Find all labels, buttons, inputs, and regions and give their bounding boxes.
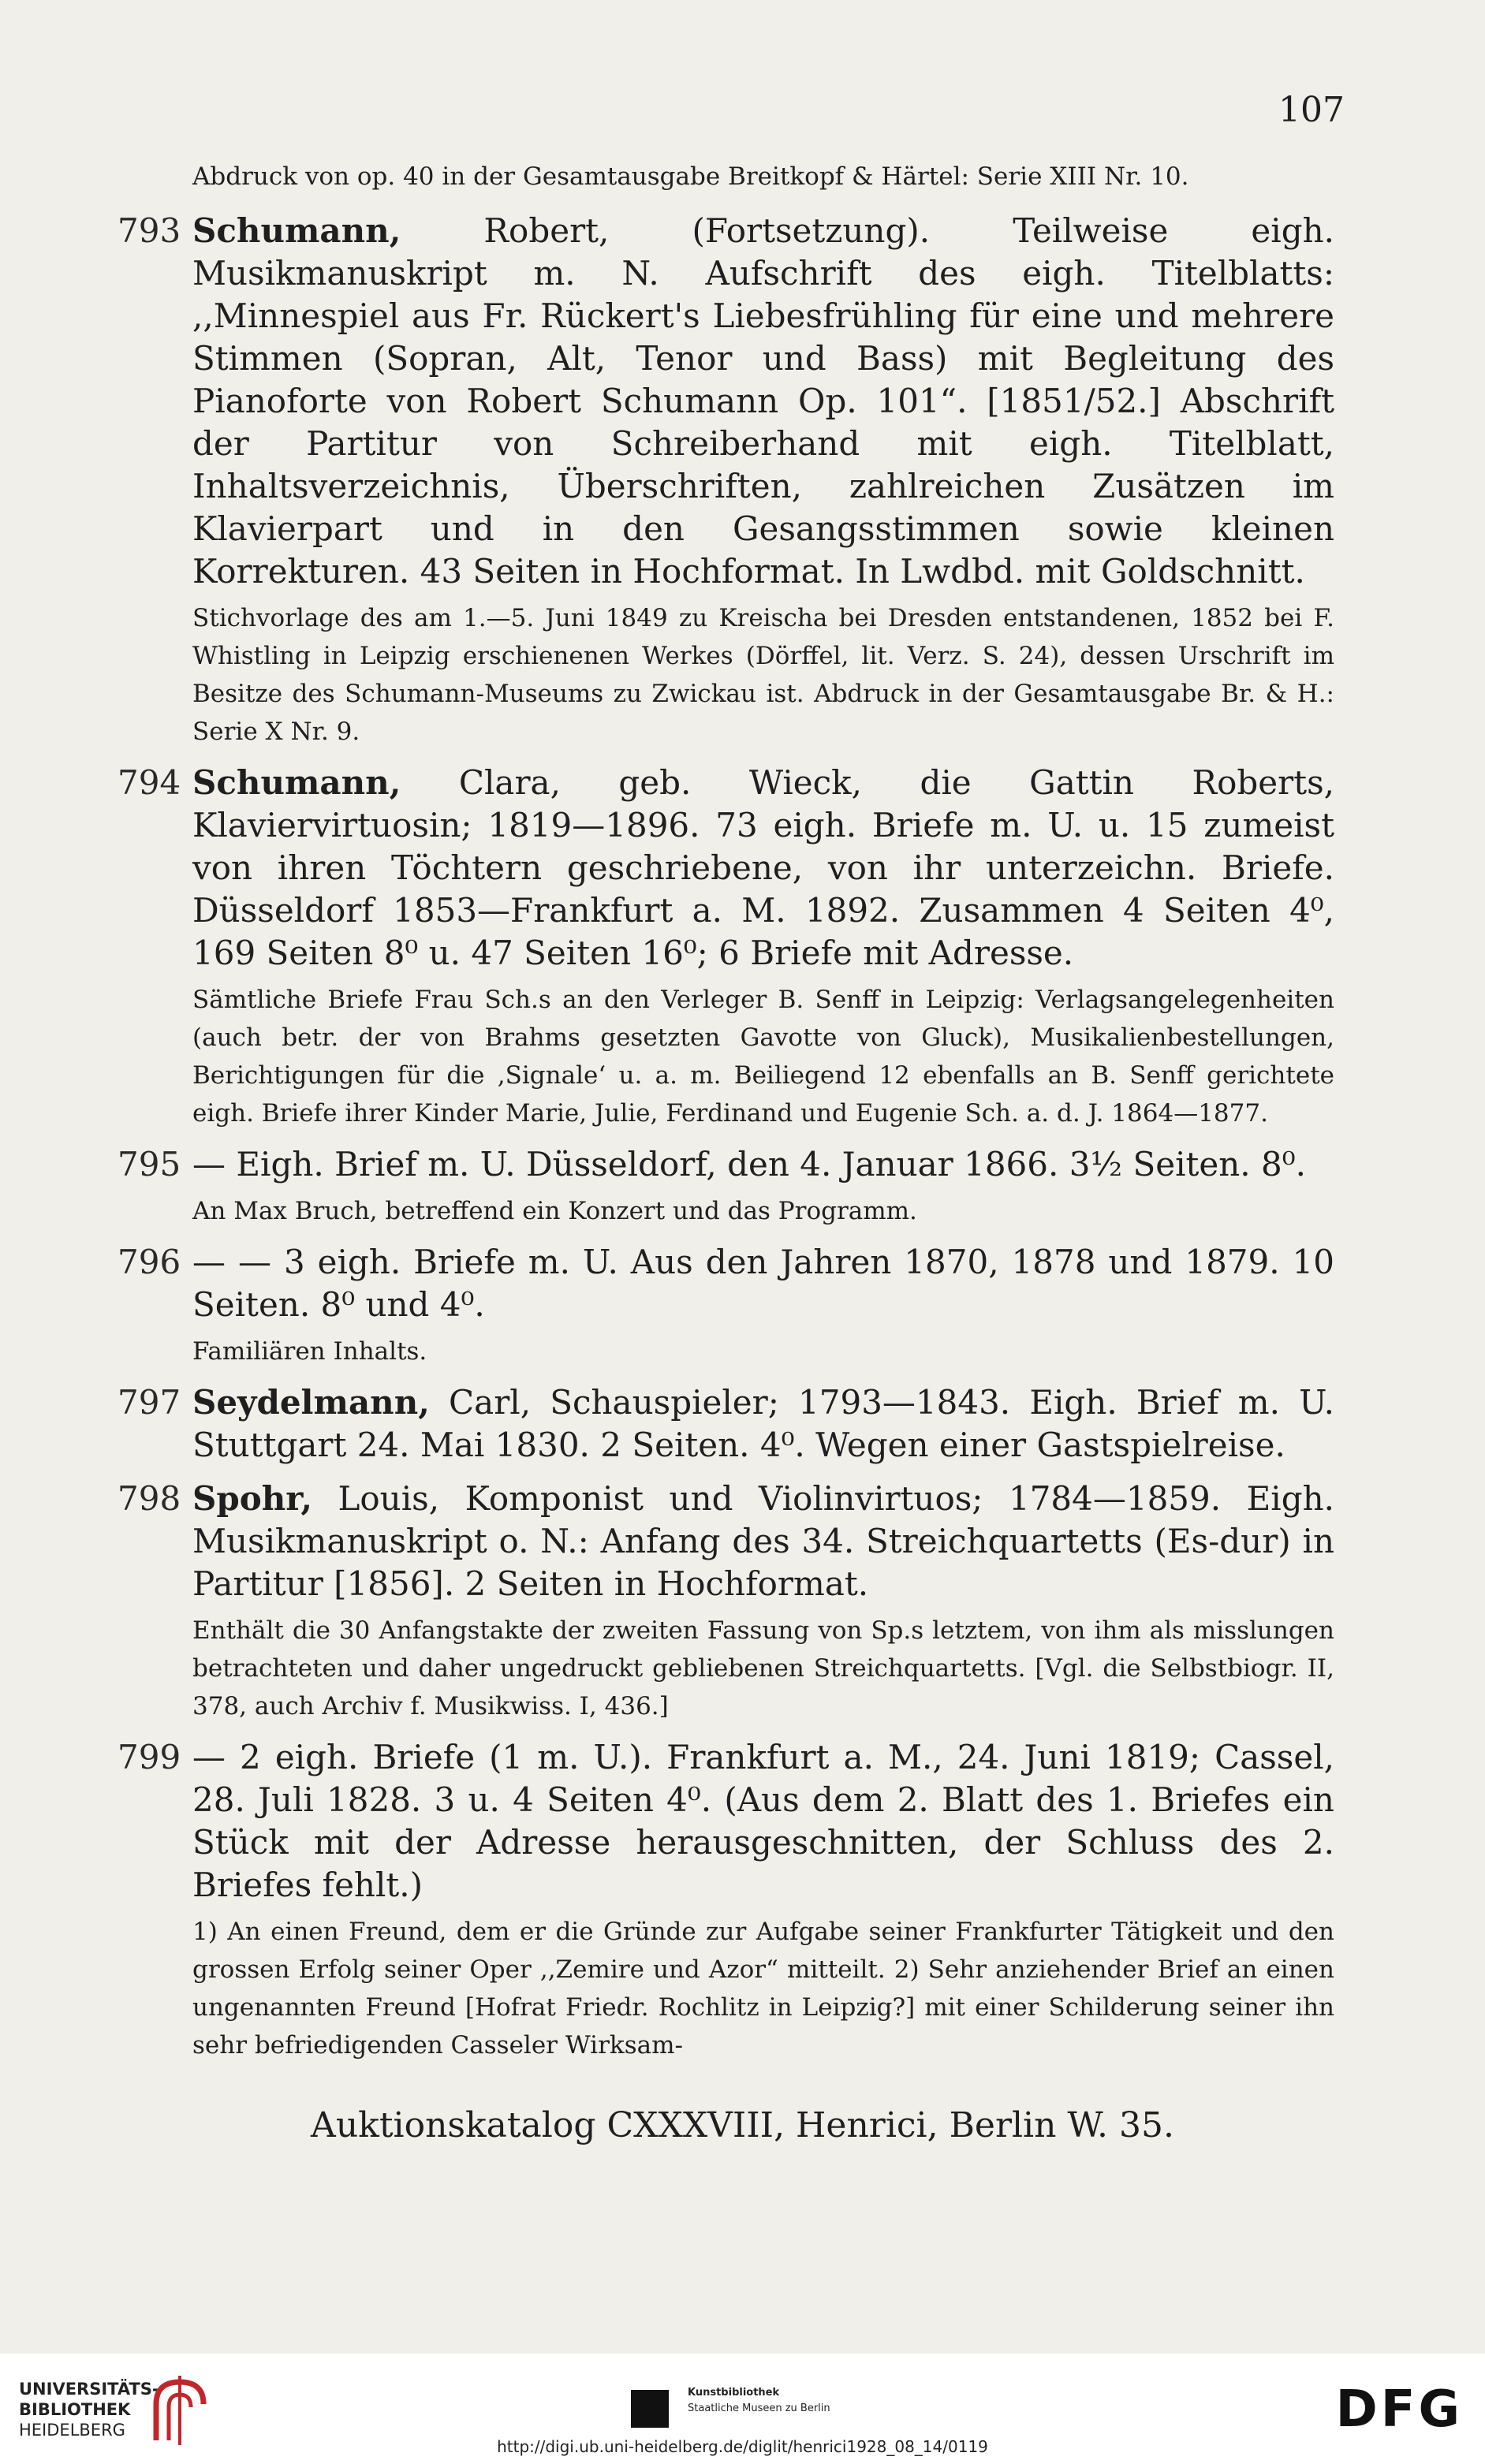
- entry-number: 794: [118, 763, 181, 802]
- entry-number: 797: [118, 1383, 181, 1422]
- entry-note: Enthält die 30 Anfangstakte der zweiten Fassung von Sp.s letztem, von ihm als misslungen betrachteten und daher ungedruckt gebliebenen Streichquartetts. [Vgl. die Selbstbiogr. II, 378, auch Archiv f. Musikwiss. I, 436.]: [192, 1616, 1334, 1720]
- entry-note: 1) An einen Freund, dem er die Gründe zur Aufgabe seiner Frankfurter Tätigkeit und den grossen Erfolg seiner Oper ,,Zemire und Azor“ mitteilt. 2) Sehr anziehender Brief an einen ungenannten Freund [Hofrat Friedr. Rochlitz in Leipzig?] mit einer Schilderung seiner ihn sehr befriedigenden Casseler Wirksam-: [192, 1918, 1334, 2060]
- catalog-entry: [118, 1143, 1334, 1230]
- kb-logo-line: Staatliche Museen zu Berlin: [688, 2402, 830, 2414]
- catalog-entry: [118, 1381, 1334, 1467]
- entry-note: Stichvorlage des am 1.—5. Juni 1849 zu Kreischa bei Dresden entstandenen, 1852 bei F. Whistling in Leipzig erschienenen Werkes (Dörffel, lit. Verz. S. 24), dessen Urschrift im Besitze des Schumann-Museums zu Zwickau ist. Abdruck in der Gesamtausgabe Br. & H.: Serie X Nr. 9.: [192, 604, 1334, 746]
- entry-text: — 2 eigh. Briefe (1 m. U.). Frankfurt a. M., 24. Juni 1819; Cassel, 28. Juli 1828. 3 u. 4 Seiten 4⁰. (Aus dem 2. Blatt des 1. Briefes ein Stück mit der Adresse herausgeschnitten, der Schluss des 2. Briefes fehlt.): [192, 1738, 1334, 1904]
- entry-text: Carl, Schauspieler; 1793—1843. Eigh. Brief m. U. Stuttgart 24. Mai 1830. 2 Seiten. 4⁰. Wegen einer Gastspielreise.: [192, 1383, 1334, 1464]
- dfg-logo[interactable]: DFG: [1335, 2380, 1463, 2439]
- entry-text: — — 3 eigh. Briefe m. U. Aus den Jahren 1870, 1878 und 1879. 10 Seiten. 8⁰ und 4⁰.: [192, 1243, 1334, 1324]
- entry-text: Louis, Komponist und Violinvirtuos; 1784—1859. Eigh. Musikmanuskript o. N.: Anfang des 34. Streichquartetts (Es-dur) in Partitur [1856]. 2 Seiten in Hochformat.: [192, 1479, 1334, 1603]
- entry-text: Robert, (Fortsetzung). Teilweise eigh. Musikmanuskript m. N. Aufschrift des eigh. Titelblatts: ,,Minnespiel aus Fr. Rückert's Liebesfrühling für eine und mehrere Stimmen (Sopran, Alt, Tenor und Bass) mit Begleitung des Pianoforte von Robert Schumann Op. 101“. [1851/52.] Abschrift der Partitur von Schreiberhand mit eigh. Titelblatt, Inhaltsverzeichnis, Überschriften, zahlreichen Zusätzen im Klavierpart und in den Gesangsstimmen sowie kleinen Korrekturen. 43 Seiten in Hochformat. In Lwdbd. mit Goldschnitt.: [192, 211, 1334, 591]
- entry-body: [192, 762, 1334, 975]
- entry-body: [192, 1478, 1334, 1605]
- entry-number: 795: [118, 1145, 181, 1184]
- entry-name: Seydelmann,: [192, 1383, 430, 1422]
- entry-text: — Eigh. Brief m. U. Düsseldorf, den 4. Januar 1866. 3½ Seiten. 8⁰.: [192, 1145, 1306, 1184]
- entry-body: [192, 1143, 1334, 1186]
- catalog-entry: [118, 1241, 1334, 1370]
- catalog-text: [118, 158, 1334, 2069]
- catalog-entry: [118, 210, 1334, 751]
- entry-note: An Max Bruch, betreffend ein Konzert und das Programm.: [192, 1197, 917, 1225]
- entry-number: 796: [118, 1243, 181, 1281]
- kunstbibliothek-icon: [631, 2390, 669, 2428]
- catalog-entry: [118, 1478, 1334, 1725]
- library-strip: [0, 2354, 1485, 2464]
- ub-logo-line: BIBLIOTHEK: [19, 2400, 131, 2419]
- entry-name: Spohr,: [192, 1479, 312, 1518]
- ub-logo-line: HEIDELBERG: [19, 2421, 125, 2440]
- entry-name: Schumann,: [192, 211, 401, 250]
- kb-logo-line: Kunstbibliothek: [688, 2387, 780, 2399]
- catalog-entry: [118, 762, 1334, 1132]
- entry-number: 798: [118, 1479, 181, 1518]
- catalog-entry: [118, 1736, 1334, 2064]
- ub-logo-line: UNIVERSITÄTS-: [19, 2380, 159, 2399]
- catalog-footer: Auktionskatalog CXXXVIII, Henrici, Berlin W. 35.: [311, 2105, 1174, 2145]
- entry-body: [192, 1241, 1334, 1326]
- entry-text: Clara, geb. Wieck, die Gattin Roberts, Klaviervirtuosin; 1819—1896. 73 eigh. Briefe m. U. u. 15 zumeist von ihren Töchtern geschriebene, von ihr unterzeichn. Briefe. Düsseldorf 1853—Frankfurt a. M. 1892. Zusammen 4 Seiten 4⁰, 169 Seiten 8⁰ u. 47 Seiten 16⁰; 6 Briefe mit Adresse.: [192, 763, 1334, 972]
- entry-body: [192, 210, 1334, 593]
- entry-name: Schumann,: [192, 763, 401, 802]
- ub-heidelberg-logo[interactable]: [19, 2379, 159, 2440]
- entry-number: 799: [118, 1738, 181, 1776]
- entry-number: 793: [118, 211, 181, 250]
- page-number: 107: [1278, 90, 1345, 130]
- entry-body: [192, 1736, 1334, 1907]
- entry-note: Familiären Inhalts.: [192, 1337, 427, 1366]
- source-url-link[interactable]: http://digi.ub.uni-heidelberg.de/diglit/henrici1928_08_14/0119: [497, 2437, 988, 2456]
- entry-body: [192, 1381, 1334, 1467]
- entry-note: Sämtliche Briefe Frau Sch.s an den Verleger B. Senff in Leipzig: Verlagsangelegenheiten (auch betr. der von Brahms gesetzten Gavotte von Gluck), Musikalienbestellungen, Berichtigungen für die ,Signale‘ u. a. m. Beiliegend 12 ebenfalls an B. Senff gerichtete eigh. Briefe ihrer Kinder Marie, Julie, Ferdinand und Eugenie Sch. a. d. J. 1864—1877.: [192, 986, 1334, 1128]
- intro-note: Abdruck von op. 40 in der Gesamtausgabe Breitkopf & Härtel: Serie XIII Nr. 10.: [192, 162, 1189, 191]
